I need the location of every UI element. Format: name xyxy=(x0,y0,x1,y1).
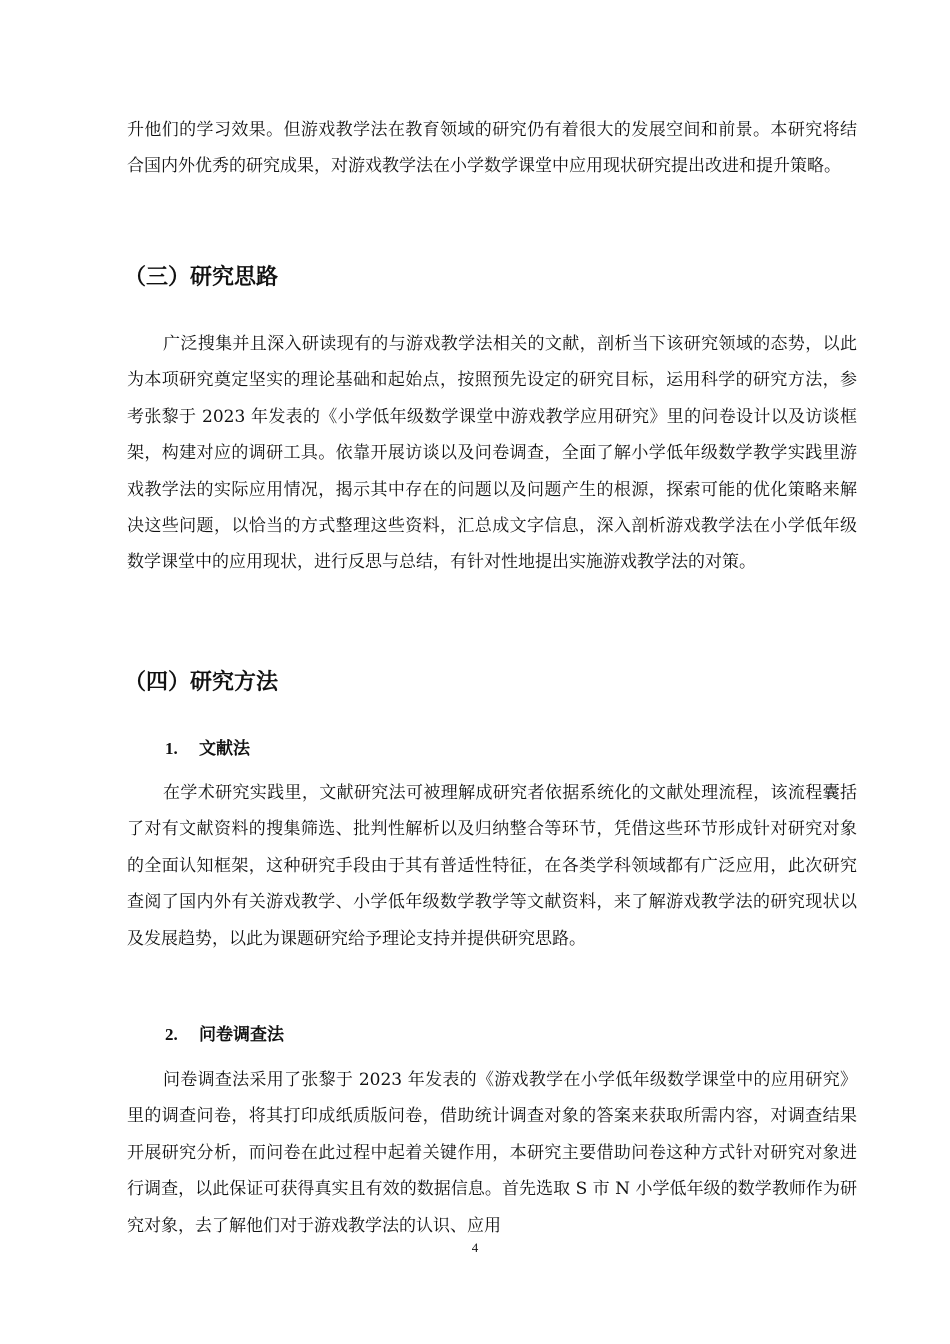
subheading-title: 文献法 xyxy=(199,739,250,759)
intro-paragraph: 升他们的学习效果。但游戏教学法在教育领域的研究仍有着很大的发展空间和前景。本研究将结合国内外优秀的研究成果，对游戏教学法在小学数学课堂中应用现状研究提出改进和提升策略。 xyxy=(127,120,857,177)
literature-method-paragraph: 在学术研究实践里，文献研究法可被理解成研究者依据系统化的文献处理流程，该流程囊括了对有文献资料的搜集筛选、批判性解析以及归纳整合等环节，凭借这些环节形成针对研究对象的全面认知框架，这种研究手段由于其有普适性特征，在各类学科领域都有广泛应用，此次研究查阅了国内外有关游戏教学、小学低年级数学教学等文献资料，来了解游戏教学法的研究现状以及发展趋势，以此为课题研究给予理论支持并提供研究思路。 xyxy=(127,783,857,949)
page-number: 4 xyxy=(471,1240,479,1255)
subheading-questionnaire-method xyxy=(165,1022,284,1048)
research-approach-paragraph: 广泛搜集并且深入研读现有的与游戏教学法相关的文献，剖析当下该研究领域的态势，以此为本项研究奠定坚实的理论基础和起始点，按照预先设定的研究目标，运用科学的研究方法，参考张黎于 2023 年发表的《小学低年级数学课堂中游戏教学应用研究》里的问卷设计以及访谈框架，构建对应的调研工具。依靠开展访谈以及问卷调查，全面了解小学低年级数学教学实践里游戏教学法的实际应用情况，揭示其中存在的问题以及问题产生的根源，探索可能的优化策略来解决这些问题，以恰当的方式整理这些资料，汇总成文字信息，深入剖析游戏教学法在小学低年级数学课堂中的应用现状，进行反思与总结，有针对性地提出实施游戏教学法的对策。 xyxy=(127,334,857,573)
section-heading-research-methods: （四）研究方法 xyxy=(124,670,279,695)
subheading-number: 1. xyxy=(165,739,178,758)
questionnaire-method-paragraph: 问卷调查法采用了张黎于 2023 年发表的《游戏教学在小学低年级数学课堂中的应用研究》里的调查问卷，将其打印成纸质版问卷，借助统计调查对象的答案来获取所需内容，对调查结果开展研究分析，而问卷在此过程中起着关键作用，本研究主要借助问卷这种方式针对研究对象进行调查，以此保证可获得真实且有效的数据信息。首先选取 S 市 N 小学低年级的数学教师作为研究对象，去了解他们对于游戏教学法的认识、应用 xyxy=(127,1070,857,1236)
section-heading-research-approach: （三）研究思路 xyxy=(124,265,279,290)
subheading-title: 问卷调查法 xyxy=(199,1025,284,1045)
subheading-number: 2. xyxy=(165,1025,178,1044)
subheading-literature-method xyxy=(165,736,250,762)
